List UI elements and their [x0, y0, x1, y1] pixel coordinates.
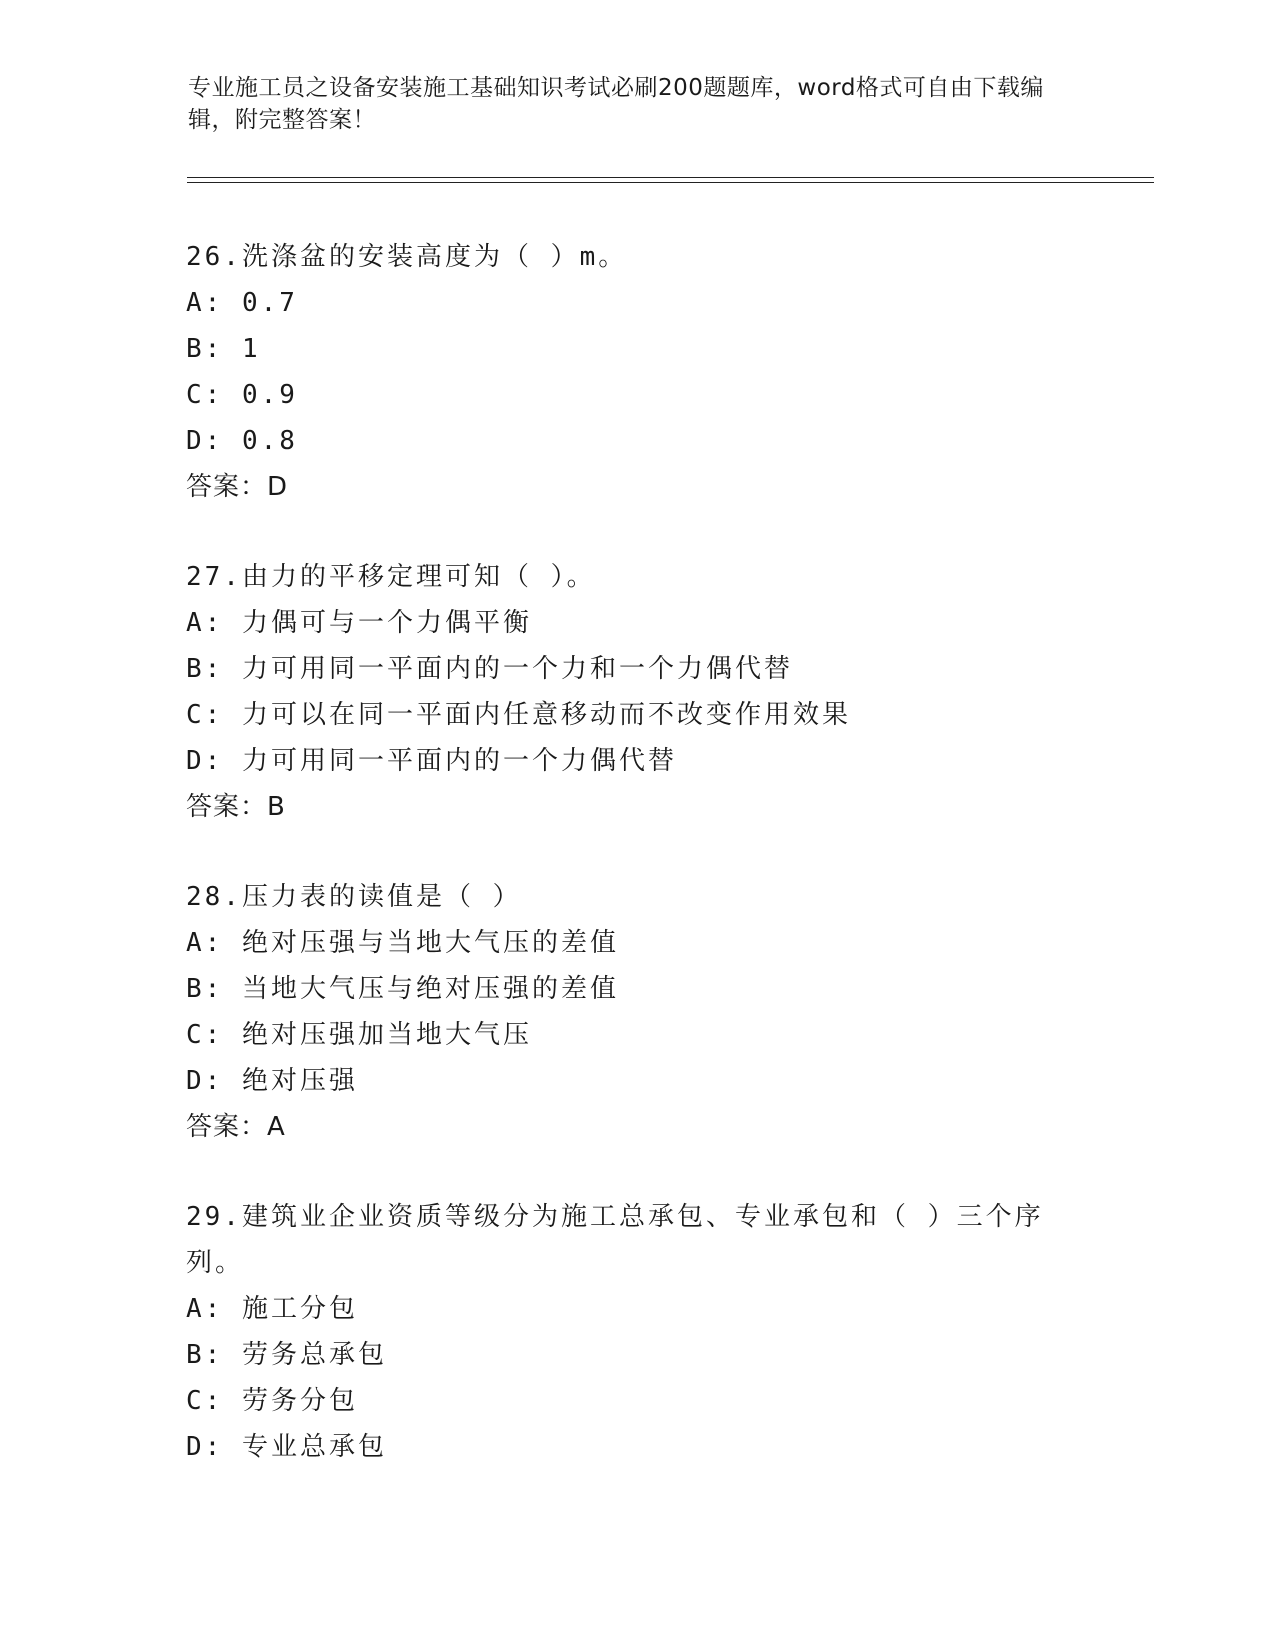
question-29 — [186, 1194, 1086, 1470]
option-c: C: 力可以在同一平面内任意移动而不改变作用效果 — [186, 700, 851, 730]
option-c: C: 绝对压强加当地大气压 — [186, 1020, 532, 1050]
header-divider-bottom — [187, 182, 1154, 183]
question-stem: 29.建筑业企业资质等级分为施工总承包、专业承包和（ ）三个序列。 — [186, 1202, 1044, 1278]
option-a: A: 力偶可与一个力偶平衡 — [186, 608, 532, 638]
option-d: D: 0.8 — [186, 426, 298, 456]
header-divider-top — [187, 177, 1154, 178]
answer-line: 答案：A — [186, 1112, 286, 1142]
option-d: D: 力可用同一平面内的一个力偶代替 — [186, 746, 677, 776]
option-b: B: 1 — [186, 334, 261, 364]
option-b: B: 当地大气压与绝对压强的差值 — [186, 974, 619, 1004]
option-d: D: 专业总承包 — [186, 1432, 387, 1462]
question-stem: 28.压力表的读值是（ ） — [186, 882, 522, 912]
option-c: C: 0.9 — [186, 380, 298, 410]
option-a: A: 施工分包 — [186, 1294, 358, 1324]
option-b: B: 劳务总承包 — [186, 1340, 387, 1370]
question-27 — [186, 554, 1086, 830]
document-title: 专业施工员之设备安装施工基础知识考试必刷200题题库，word格式可自由下载编辑，附完整答案！ — [188, 75, 1044, 133]
question-26 — [186, 234, 1086, 510]
answer-line: 答案：B — [186, 792, 286, 822]
question-stem: 27.由力的平移定理可知（ ）。 — [186, 562, 596, 592]
option-d: D: 绝对压强 — [186, 1066, 358, 1096]
option-b: B: 力可用同一平面内的一个力和一个力偶代替 — [186, 654, 793, 684]
option-a: A: 绝对压强与当地大气压的差值 — [186, 928, 619, 958]
question-stem: 26.洗涤盆的安装高度为（ ）m。 — [186, 242, 628, 272]
document-header — [188, 72, 1088, 136]
option-c: C: 劳务分包 — [186, 1386, 358, 1416]
question-28 — [186, 874, 1086, 1150]
answer-line: 答案：D — [186, 472, 289, 502]
option-a: A: 0.7 — [186, 288, 298, 318]
